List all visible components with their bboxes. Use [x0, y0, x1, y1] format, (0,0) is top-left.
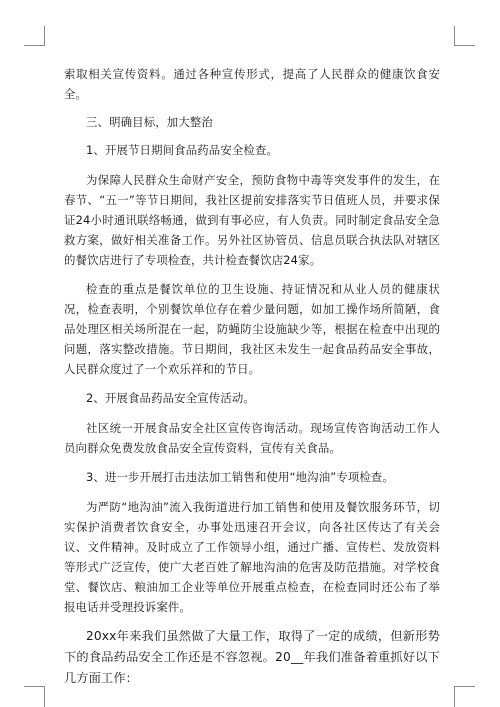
body-paragraph: 检查的重点是餐饮单位的卫生设施、持证情况和从业人员的健康状况，检查表明，个别餐饮单位存在着少量问题，如加工操作场所简陋，食品处理区相关场所混在一起，防蝇防尘设施缺少等，根据在检查中出现的问题，落实整改措施。节日期间，我社区未发生一起食品药品安全事故，人民群众度过了一个欢乐祥和的节日。: [64, 282, 440, 376]
paragraph-continuation: 索取相关宣传资料。通过各种宣传形式，提高了人民群众的健康饮食安全。: [64, 67, 440, 101]
crop-mark-top-right-h: [454, 45, 475, 46]
subsection-heading: 3、进一步开展打击违法加工销售和使用“地沟油”专项检查。: [86, 470, 395, 484]
body-paragraph: 社区统一开展食品安全社区宣传咨询活动。现场宣传咨询活动工作人员向群众免费发放食品安全宣传资料，宣传有关食品。: [64, 421, 440, 455]
crop-mark-top-left-h: [24, 45, 45, 46]
crop-mark-bottom-left-h: [24, 686, 45, 687]
body-paragraph: 为严防“地沟油”流入我街道进行加工销售和使用及餐饮服务环节，切实保护消费者饮食安全，办事处迅速召开会议，向各社区传达了有关会议、文件精神。及时成立了工作领导小组，通过广播、宣传栏、发放资料等形式广泛宣传，使广大老百姓了解地沟油的危害及防范措施。对学校食堂、餐饮店、粮油加工企业等单位开展重点检查，在检查同时还公布了举报电话并受理投诉案件。: [64, 500, 440, 614]
section-heading: 三、明确目标，加大整治: [86, 115, 213, 129]
subsection-heading: 1、开展节日期间食品药品安全检查。: [86, 143, 279, 157]
crop-mark-bottom-right-v: [454, 686, 455, 707]
crop-mark-bottom-left-v: [44, 686, 45, 707]
body-paragraph: 为保障人民群众生命财产安全，预防食物中毒等突发事件的发生，在春节、“五一”等节日期间，我社区提前安排落实节日值班人员，并要求保证24小时通讯联络畅通，做到有事必应，有人负责。同时制定食品安全急救方案，做好相关准备工作。另外社区协管员、信息员联合执法队对辖区的餐饮店进行了专项检查，共计检查餐饮店24家。: [64, 173, 440, 267]
crop-mark-bottom-right-h: [454, 686, 475, 687]
subsection-heading: 2、开展食品药品安全宣传活动。: [86, 391, 255, 405]
document-body: [64, 64, 440, 689]
crop-mark-top-right-v: [454, 26, 455, 46]
summary-paragraph: 20xx年来我们虽然做了大量工作，取得了一定的成绩，但新形势下的食品药品安全工作还是不容忽视。20__年我们准备着重抓好以下几方面工作：: [64, 629, 440, 685]
crop-mark-top-left-v: [44, 26, 45, 46]
